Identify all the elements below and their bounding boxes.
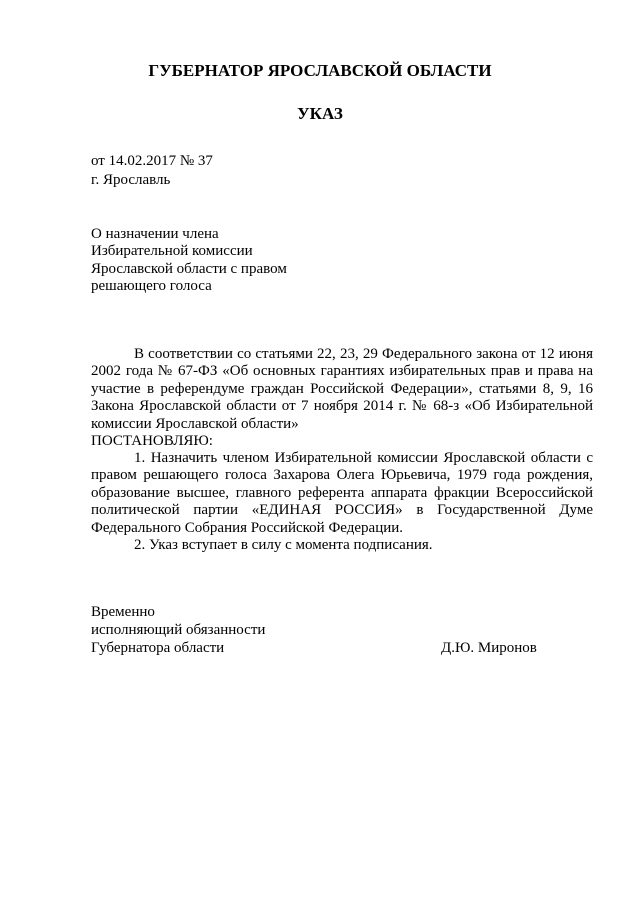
item-1-text: 1. Назначить членом Избирательной комиссии Ярославской области с правом решающего голоса Захарова Олега Юрьевича, 1979 года рождения, образование высшее, главного референта аппарата фракции Всероссийской политической партии «ЕДИНАЯ РОССИЯ» в Государственной Думе Федерального Собрания Российской Федерации. — [91, 450, 593, 536]
subject-line-4: решающего голоса — [91, 278, 212, 294]
preamble-paragraph — [91, 346, 593, 433]
signatory-title-line-1: Временно — [91, 604, 155, 620]
authority-heading: ГУБЕРНАТОР ЯРОСЛАВСКОЙ ОБЛАСТИ — [148, 61, 492, 80]
subject-line-2: Избирательной комиссии — [91, 243, 253, 259]
subject-line-3: Ярославской области с правом — [91, 261, 287, 277]
item-2-text: 2. Указ вступает в силу с момента подписания. — [134, 537, 433, 553]
item-2-paragraph — [91, 537, 593, 554]
date-number: от 14.02.2017 № 37 — [91, 153, 213, 169]
signatory-title-line-2: исполняющий обязанности — [91, 622, 266, 638]
item-1-paragraph — [91, 450, 593, 537]
preamble-text: В соответствии со статьями 22, 23, 29 Федерального закона от 12 июня 2002 года № 67-ФЗ «Об основных гарантиях избирательных прав и права на участие в референдуме граждан Российской Федерации», статьями 8, 9, 16 Закона Ярославской области от 7 ноября 2014 г. № 68-з «Об Избирательной комиссии Ярославской области» — [91, 346, 593, 432]
city: г. Ярославль — [91, 172, 171, 188]
decree-word: ПОСТАНОВЛЯЮ: — [91, 433, 213, 449]
signatory-name: Д.Ю. Миронов — [441, 640, 537, 656]
subject-line-1: О назначении члена — [91, 226, 219, 242]
signatory-title-line-3: Губернатора области — [91, 640, 225, 656]
document-type-heading: УКАЗ — [297, 104, 343, 123]
